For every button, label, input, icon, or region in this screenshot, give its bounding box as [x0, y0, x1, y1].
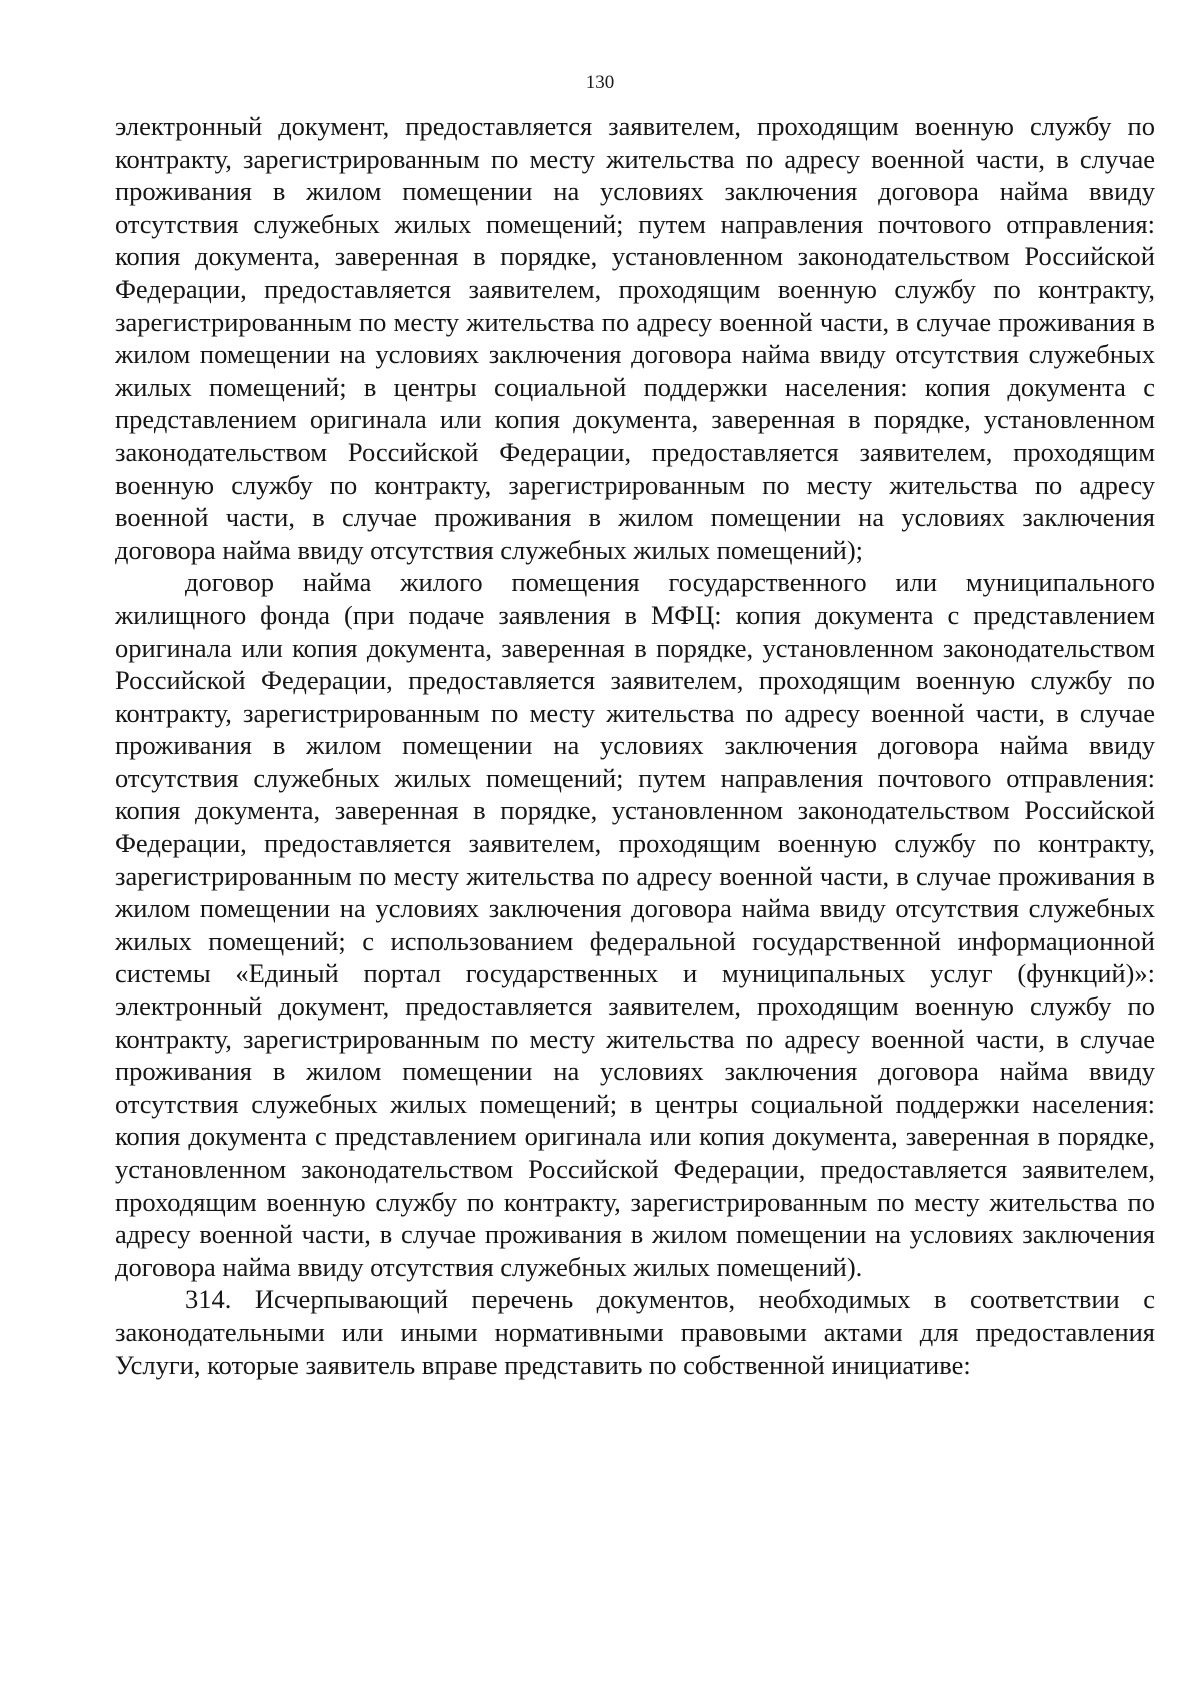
paragraph-item-314: 314. Исчерпывающий перечень документов, необходимых в соответствии с законодательными или иными нормативными правовыми актами для предоставления Услуги, которые заявитель вправе представить по собственной инициативе:	[115, 1284, 1155, 1380]
document-body	[115, 110, 1155, 1381]
page-number: 130	[585, 72, 615, 93]
paragraph-continuation: электронный документ, предоставляется заявителем, проходящим военную службу по контракту, зарегистрированным по месту жительства по адресу военной части, в случае проживания в жилом помещении на условиях заключения договора найма ввиду отсутствия служебных жилых помещений; путем направления почтового отправления: копия документа, заверенная в порядке, установленном законодательством Российской Федерации, предоставляется заявителем, проходящим военную службу по контракту, зарегистрированным по месту жительства по адресу военной части, в случае проживания в жилом помещении на условиях заключения договора найма ввиду отсутствия служебных жилых помещений; в центры социальной поддержки населения: копия документа с представлением оригинала или копия документа, заверенная в порядке, установленном законодательством Российской Федерации, предоставляется заявителем, проходящим военную службу по контракту, зарегистрированным по месту жительства по адресу военной части, в случае проживания в жилом помещении на условиях заключения договора найма ввиду отсутствия служебных жилых помещений);	[115, 111, 1155, 565]
paragraph-lease-contract: договор найма жилого помещения государственного или муниципального жилищного фонда (при подаче заявления в МФЦ: копия документа с представлением оригинала или копия документа, заверенная в порядке, установленном законодательством Российской Федерации, предоставляется заявителем, проходящим военную службу по контракту, зарегистрированным по месту жительства по адресу военной части, в случае проживания в жилом помещении на условиях заключения договора найма ввиду отсутствия служебных жилых помещений; путем направления почтового отправления: копия документа, заверенная в порядке, установленном законодательством Российской Федерации, предоставляется заявителем, проходящим военную службу по контракту, зарегистрированным по месту жительства по адресу военной части, в случае проживания в жилом помещении на условиях заключения договора найма ввиду отсутствия служебных жилых помещений; с использованием федеральной государственной информационной системы «Единый портал государственных и муниципальных услуг (функций)»: электронный документ, предоставляется заявителем, проходящим военную службу по контракту, зарегистрированным по месту жительства по адресу военной части, в случае проживания в жилом помещении на условиях заключения договора найма ввиду отсутствия служебных жилых помещений; в центры социальной поддержки населения: копия документа с представлением оригинала или копия документа, заверенная в порядке, установленном законодательством Российской Федерации, предоставляется заявителем, проходящим военную службу по контракту, зарегистрированным по месту жительства по адресу военной части, в случае проживания в жилом помещении на условиях заключения договора найма ввиду отсутствия служебных жилых помещений).	[115, 567, 1155, 1282]
